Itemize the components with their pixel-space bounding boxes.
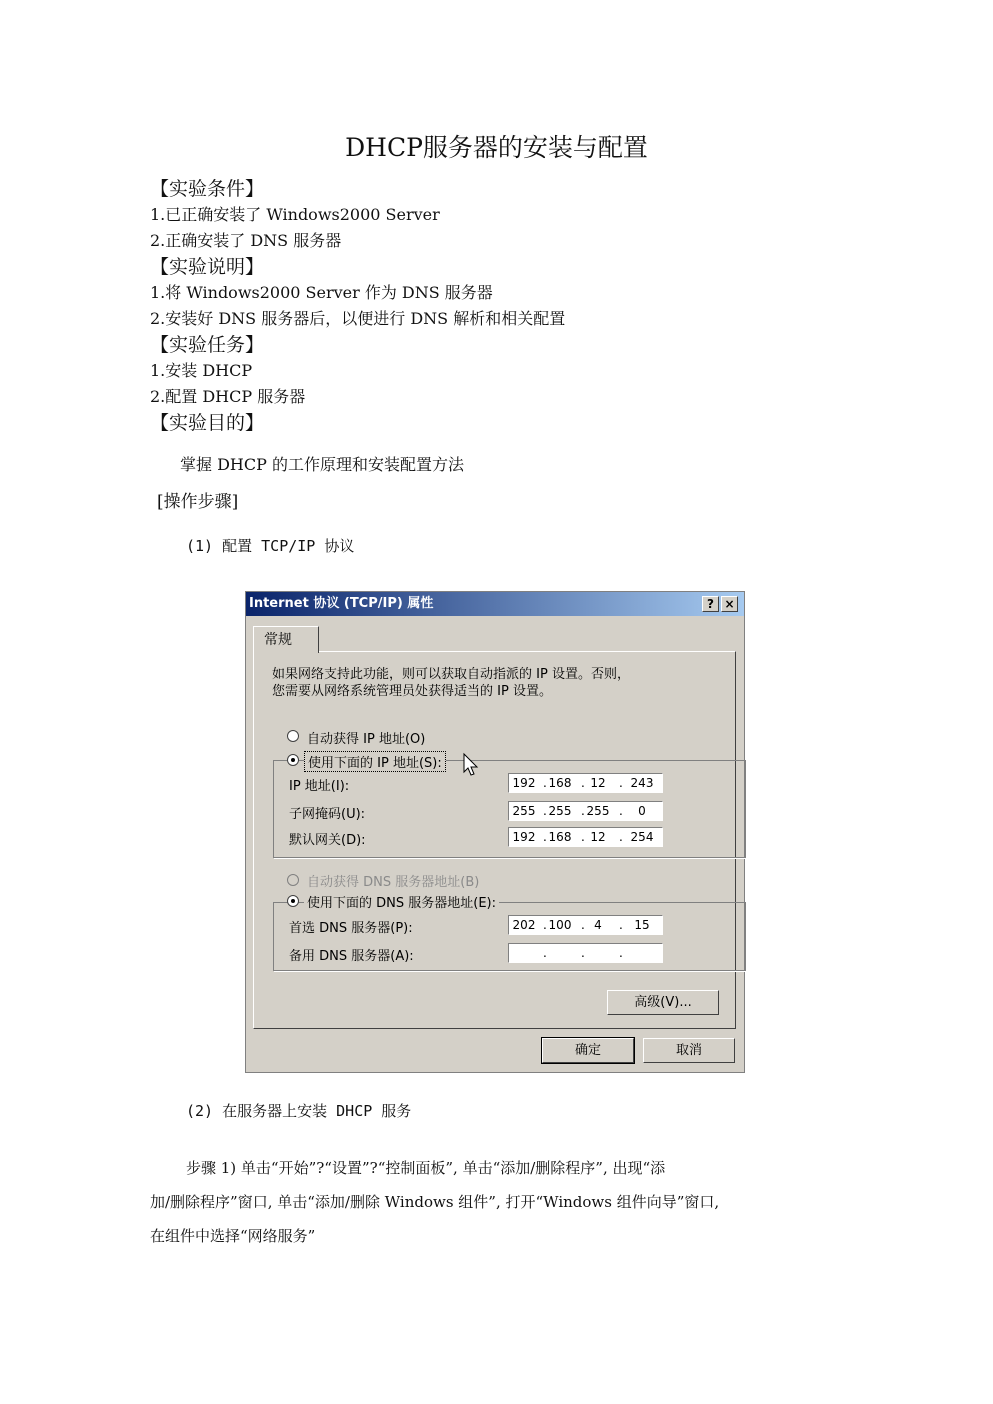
condition-item-1: 1.已正确安装了 Windows2000 Server bbox=[150, 205, 440, 224]
advanced-button[interactable]: 高级(V)... bbox=[607, 990, 719, 1015]
cancel-button[interactable]: 取消 bbox=[643, 1038, 735, 1063]
tcpip-properties-dialog bbox=[245, 591, 745, 1073]
auto-ip-label: 自动获得 IP 地址(O) bbox=[307, 732, 426, 747]
use-dns-radio[interactable] bbox=[287, 895, 299, 907]
section-tasks: 【实验任务】 bbox=[150, 334, 265, 356]
purpose-text: 掌握 DHCP 的工作原理和安装配置方法 bbox=[180, 455, 464, 474]
use-ip-label: 使用下面的 IP 地址(S): bbox=[304, 751, 446, 772]
step-1-label: (1) 配置 TCP/IP 协议 bbox=[186, 537, 355, 555]
description-item-2: 2.安装好 DNS 服务器后，以便进行 DNS 解析和相关配置 bbox=[150, 309, 566, 328]
auto-dns-label: 自动获得 DNS 服务器地址(B) bbox=[307, 875, 480, 890]
step-detail-line-1: 步骤 1) 单击“开始”?“设置”?“控制面板”, 单击“添加/删除程序”, 出现“添 bbox=[186, 1159, 666, 1177]
condition-item-2: 2.正确安装了 DNS 服务器 bbox=[150, 231, 342, 250]
mouse-cursor-icon bbox=[462, 752, 482, 778]
intro-line-2: 您需要从网络系统管理员处获得适当的 IP 设置。 bbox=[272, 684, 552, 699]
close-button[interactable]: × bbox=[721, 596, 738, 612]
task-item-1: 1.安装 DHCP bbox=[150, 361, 253, 380]
ok-button[interactable]: 确定 bbox=[542, 1038, 634, 1063]
ip-address-field[interactable]: 192 . 168 . 12 . 243 bbox=[508, 773, 663, 793]
default-gateway-label: 默认网关(D): bbox=[289, 833, 366, 848]
auto-dns-radio[interactable] bbox=[287, 874, 299, 886]
default-gateway-field[interactable]: 192 . 168 . 12 . 254 bbox=[508, 827, 663, 847]
alternate-dns-field[interactable]: . . . bbox=[508, 943, 663, 963]
preferred-dns-field[interactable]: 202 . 100 . 4 . 15 bbox=[508, 915, 663, 935]
preferred-dns-label: 首选 DNS 服务器(P): bbox=[289, 921, 413, 936]
dialog-title-bar: Internet 协议 (TCP/IP) 属性 bbox=[246, 592, 744, 616]
tab-general[interactable]: 常规 bbox=[253, 626, 319, 653]
intro-line-1: 如果网络支持此功能，则可以获取自动指派的 IP 设置。否则， bbox=[272, 667, 630, 682]
section-description: 【实验说明】 bbox=[150, 256, 265, 278]
ip-address-label: IP 地址(I): bbox=[289, 779, 350, 794]
section-purpose: 【实验目的】 bbox=[150, 412, 265, 434]
section-conditions: 【实验条件】 bbox=[150, 178, 265, 200]
page-title: DHCP服务器的安装与配置 bbox=[345, 133, 648, 162]
steps-heading: [操作步骤] bbox=[157, 492, 239, 512]
subnet-mask-field[interactable]: 255 . 255 . 255 . 0 bbox=[508, 801, 663, 821]
step-detail-line-3: 在组件中选择“网络服务” bbox=[150, 1227, 316, 1245]
step-2-label: (2) 在服务器上安装 DHCP 服务 bbox=[186, 1102, 412, 1120]
use-dns-label: 使用下面的 DNS 服务器地址(E): bbox=[304, 892, 499, 911]
auto-ip-radio[interactable] bbox=[287, 730, 299, 742]
alternate-dns-label: 备用 DNS 服务器(A): bbox=[289, 949, 414, 964]
task-item-2: 2.配置 DHCP 服务器 bbox=[150, 387, 306, 406]
subnet-mask-label: 子网掩码(U): bbox=[289, 807, 366, 822]
help-button[interactable]: ? bbox=[702, 596, 719, 612]
step-detail-line-2: 加/删除程序”窗口, 单击“添加/删除 Windows 组件”, 打开“Windows 组件向导”窗口, bbox=[150, 1193, 720, 1211]
use-ip-radio[interactable] bbox=[287, 754, 299, 766]
description-item-1: 1.将 Windows2000 Server 作为 DNS 服务器 bbox=[150, 283, 493, 302]
